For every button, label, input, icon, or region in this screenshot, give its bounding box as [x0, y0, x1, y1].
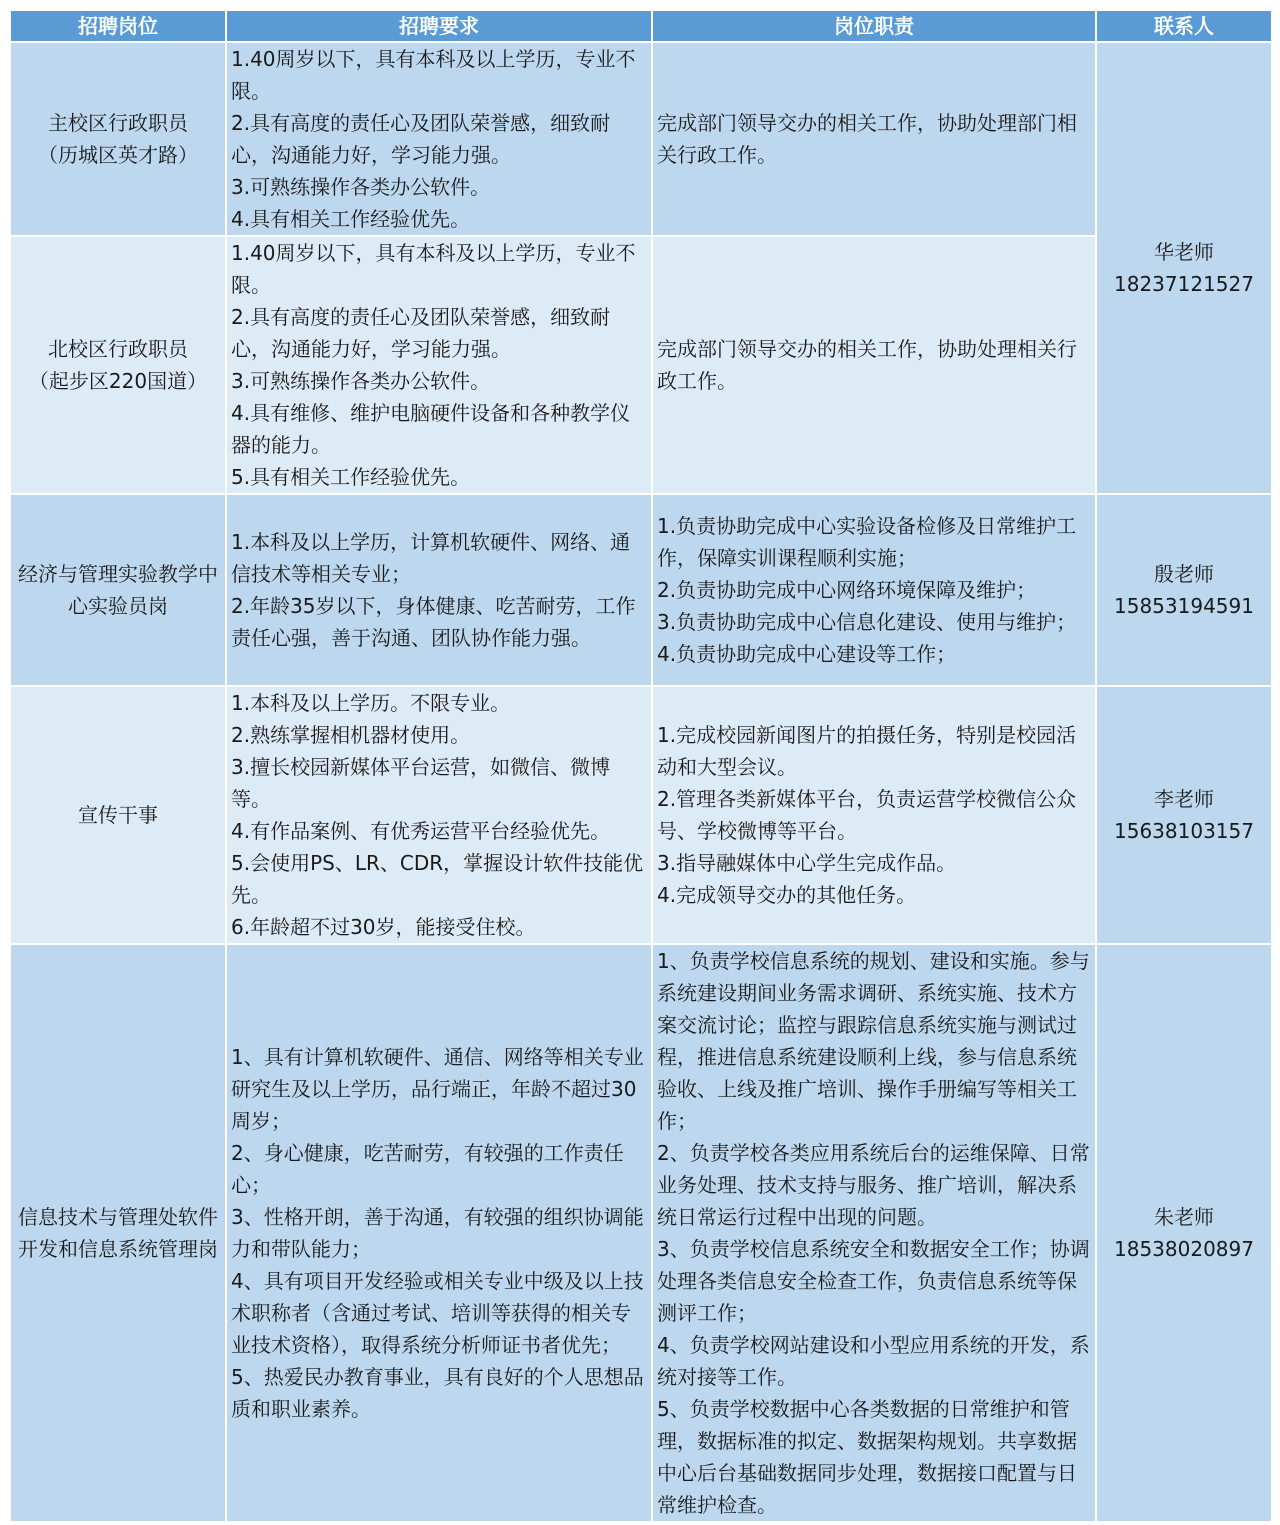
table-row [10, 236, 1272, 494]
requirement-item: 2、身心健康，吃苦耐劳，有较强的工作责任心； [231, 1141, 624, 1197]
header-duties: 岗位职责 [652, 10, 1096, 42]
contact-phone: 18538020897 [1114, 1237, 1254, 1261]
duties-cell [652, 494, 1096, 686]
requirement-item: 5、热爱民办教育事业，具有良好的个人思想品质和职业素养。 [231, 1365, 644, 1421]
requirement-item: 2.具有高度的责任心及团队荣誉感，细致耐心，沟通能力好，学习能力强。 [231, 111, 611, 167]
requirements-cell [226, 494, 652, 686]
header-requirements: 招聘要求 [226, 10, 652, 42]
contact-name: 华老师 [1154, 240, 1214, 264]
requirement-item: 3.擅长校园新媒体平台运营，如微信、微博等。 [231, 755, 611, 811]
position-line: 主校区行政职员 [48, 111, 188, 135]
requirements-cell [226, 42, 652, 236]
requirement-item: 3.可熟练操作各类办公软件。 [231, 175, 491, 199]
requirement-item: 4、具有项目开发经验或相关专业中级及以上技术职称者（含通过考试、培训等获得的相关专业技术资格），取得系统分析师证书者优先； [231, 1269, 644, 1357]
table-row [10, 494, 1272, 686]
duty-item: 5、负责学校数据中心各类数据的日常维护和管理，数据标准的拟定、数据架构规划。共享数据中心后台基础数据同步处理，数据接口配置与日常维护检查。 [657, 1397, 1077, 1517]
duties-cell [652, 42, 1096, 236]
table-row [10, 686, 1272, 944]
duties-cell [652, 236, 1096, 494]
requirement-item: 2.年龄35岁以下，身体健康、吃苦耐劳，工作责任心强，善于沟通、团队协作能力强。 [231, 594, 636, 650]
duty-item: 3.负责协助完成中心信息化建设、使用与维护； [657, 610, 1077, 634]
requirement-item: 4.具有相关工作经验优先。 [231, 207, 471, 231]
requirement-item: 2.具有高度的责任心及团队荣誉感，细致耐心，沟通能力好，学习能力强。 [231, 305, 611, 361]
position-line: （起步区220国道） [28, 369, 208, 393]
duty-item: 2.管理各类新媒体平台，负责运营学校微信公众号、学校微博等平台。 [657, 787, 1077, 843]
position-cell [10, 42, 226, 236]
position-line: （历城区英才路） [38, 143, 198, 167]
requirement-item: 4.有作品案例、有优秀运营平台经验优先。 [231, 819, 611, 843]
table-row [10, 944, 1272, 1522]
requirements-cell [226, 236, 652, 494]
contact-name: 朱老师 [1154, 1205, 1214, 1229]
duty-item: 完成部门领导交办的相关工作，协助处理相关行政工作。 [657, 337, 1077, 393]
contact-phone: 18237121527 [1114, 272, 1254, 296]
requirements-cell [226, 944, 652, 1522]
contact-phone: 15638103157 [1114, 819, 1254, 843]
duty-item: 4、负责学校网站建设和小型应用系统的开发，系统对接等工作。 [657, 1333, 1090, 1389]
requirement-item: 5.会使用PS、LR、CDR，掌握设计软件技能优先。 [231, 851, 644, 907]
header-position: 招聘岗位 [10, 10, 226, 42]
table-row [10, 42, 1272, 236]
duty-item: 1.完成校园新闻图片的拍摄任务，特别是校园活动和大型会议。 [657, 723, 1077, 779]
requirement-item: 1.40周岁以下，具有本科及以上学历，专业不限。 [231, 47, 636, 103]
requirement-item: 4.具有维修、维护电脑硬件设备和各种教学仪器的能力。 [231, 401, 631, 457]
position-cell [10, 944, 226, 1522]
requirement-item: 1.40周岁以下，具有本科及以上学历，专业不限。 [231, 241, 636, 297]
contact-cell [1096, 42, 1272, 494]
duty-item: 1、负责学校信息系统的规划、建设和实施。参与系统建设期间业务需求调研、系统实施、技术方案交流讨论；监控与跟踪信息系统实施与测试过程，推进信息系统建设顺利上线，参与信息系统验收、上线及推广培训、操作手册编写等相关工作； [657, 949, 1090, 1133]
duty-item: 3、负责学校信息系统安全和数据安全工作；协调处理各类信息安全检查工作，负责信息系统等保测评工作； [657, 1237, 1090, 1325]
duty-item: 4.负责协助完成中心建设等工作； [657, 642, 957, 666]
recruitment-table [9, 9, 1273, 1523]
requirement-item: 2.熟练掌握相机器材使用。 [231, 723, 471, 747]
duty-item: 3.指导融媒体中心学生完成作品。 [657, 851, 957, 875]
contact-cell [1096, 944, 1272, 1522]
duties-cell [652, 944, 1096, 1522]
contact-name: 李老师 [1154, 787, 1214, 811]
position-line: 经济与管理实验教学中心实验员岗 [18, 562, 218, 618]
requirement-item: 6.年龄超不过30岁，能接受住校。 [231, 915, 536, 939]
table-header-row [10, 10, 1272, 42]
requirement-item: 1、具有计算机软硬件、通信、网络等相关专业研究生及以上学历，品行端正，年龄不超过30周岁； [231, 1045, 644, 1133]
position-line: 信息技术与管理处软件开发和信息系统管理岗 [18, 1205, 218, 1261]
position-line: 宣传干事 [78, 803, 158, 827]
contact-name: 殷老师 [1154, 562, 1214, 586]
position-cell [10, 494, 226, 686]
requirement-item: 3.可熟练操作各类办公软件。 [231, 369, 491, 393]
header-contact: 联系人 [1096, 10, 1272, 42]
duty-item: 完成部门领导交办的相关工作，协助处理部门相关行政工作。 [657, 111, 1077, 167]
requirements-cell [226, 686, 652, 944]
requirement-item: 1.本科及以上学历。不限专业。 [231, 691, 511, 715]
duty-item: 1.负责协助完成中心实验设备检修及日常维护工作，保障实训课程顺利实施； [657, 514, 1077, 570]
requirement-item: 5.具有相关工作经验优先。 [231, 465, 471, 489]
duties-cell [652, 686, 1096, 944]
requirement-item: 1.本科及以上学历，计算机软硬件、网络、通信技术等相关专业； [231, 530, 631, 586]
duty-item: 4.完成领导交办的其他任务。 [657, 883, 917, 907]
requirement-item: 3、性格开朗，善于沟通，有较强的组织协调能力和带队能力； [231, 1205, 644, 1261]
duty-item: 2.负责协助完成中心网络环境保障及维护； [657, 578, 1037, 602]
duty-item: 2、负责学校各类应用系统后台的运维保障、日常业务处理、技术支持与服务、推广培训，解决系统日常运行过程中出现的问题。 [657, 1141, 1090, 1229]
position-cell [10, 236, 226, 494]
contact-phone: 15853194591 [1114, 594, 1254, 618]
contact-cell [1096, 494, 1272, 686]
position-cell [10, 686, 226, 944]
contact-cell [1096, 686, 1272, 944]
position-line: 北校区行政职员 [48, 337, 188, 361]
